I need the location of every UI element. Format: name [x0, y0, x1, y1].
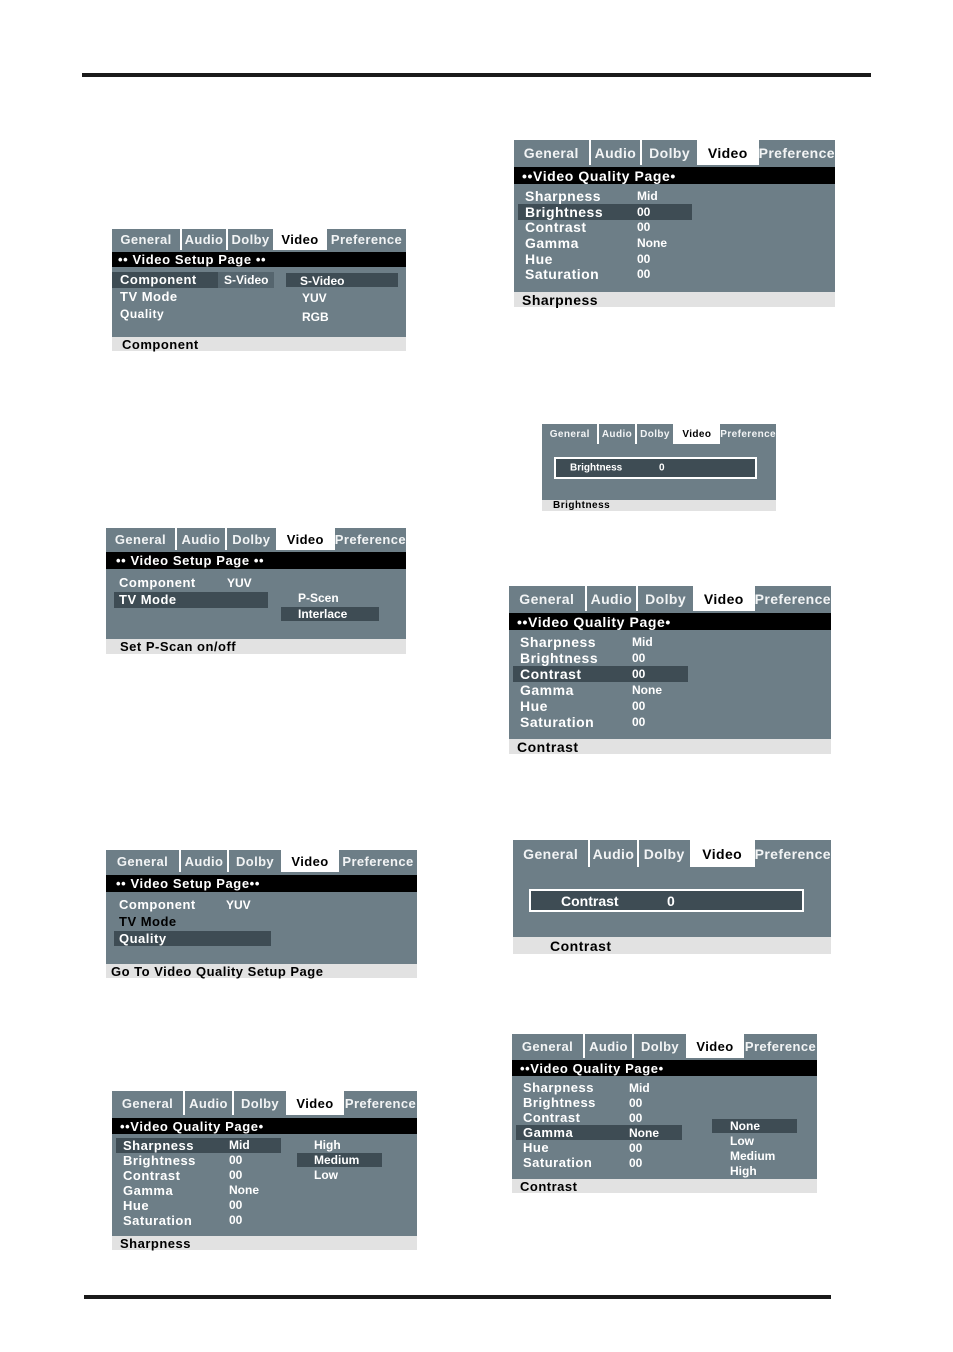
- tab-preference[interactable]: Preference: [759, 140, 835, 165]
- menu-item-quality[interactable]: Quality: [119, 931, 167, 946]
- tab-audio[interactable]: Audio: [590, 840, 636, 867]
- tab-preference[interactable]: Preference: [755, 586, 831, 611]
- tab-dolby[interactable]: Dolby: [234, 1091, 286, 1115]
- option-none[interactable]: None: [730, 1119, 760, 1133]
- page-title: •• Video Setup Page••: [106, 875, 417, 892]
- brightness-label: Brightness: [570, 462, 623, 474]
- option-yuv[interactable]: YUV: [302, 291, 327, 305]
- tab-general[interactable]: General: [112, 1091, 183, 1115]
- osd-video-quality-brightness: [514, 140, 835, 307]
- contrast-level: 0: [667, 892, 675, 909]
- contrast-value: 00: [229, 1168, 243, 1182]
- page-title: ••Video Quality Page•: [112, 1118, 417, 1134]
- tab-preference[interactable]: Preference: [339, 850, 417, 872]
- menu-item-sharpness[interactable]: Sharpness: [523, 1080, 594, 1095]
- contrast-value: 00: [632, 667, 646, 681]
- page-title: ••Video Quality Page•: [514, 167, 835, 184]
- tab-audio[interactable]: Audio: [177, 528, 225, 550]
- menu-item-brightness[interactable]: Brightness: [520, 650, 599, 666]
- menu-item-saturation[interactable]: Saturation: [523, 1155, 593, 1170]
- brightness-value: 00: [629, 1096, 643, 1110]
- tab-dolby[interactable]: Dolby: [227, 528, 276, 550]
- osd-contrast-adjust: [513, 840, 831, 954]
- tab-general[interactable]: General: [509, 586, 585, 611]
- page-title: ••Video Quality Page•: [512, 1060, 817, 1076]
- option-s-video[interactable]: S-Video: [300, 274, 345, 288]
- menu-item-saturation[interactable]: Saturation: [520, 714, 595, 730]
- status-bar: Sharpness: [514, 292, 835, 307]
- brightness-value: 00: [632, 651, 646, 665]
- component-value: YUV: [226, 898, 251, 912]
- tab-audio[interactable]: Audio: [585, 1034, 632, 1058]
- menu-item-gamma[interactable]: Gamma: [525, 235, 579, 251]
- tab-general[interactable]: General: [106, 850, 179, 872]
- tab-video[interactable]: Video: [699, 140, 757, 165]
- status-bar: Component: [112, 337, 406, 351]
- tab-preference[interactable]: Preference: [344, 1091, 417, 1115]
- menu-item-tv-mode[interactable]: TV Mode: [120, 289, 178, 304]
- saturation-value: 00: [637, 267, 651, 281]
- status-bar: Contrast: [509, 739, 831, 754]
- tab-general[interactable]: General: [514, 140, 589, 165]
- tab-general[interactable]: General: [512, 1034, 583, 1058]
- status-bar: Brightness: [542, 500, 776, 511]
- tab-dolby[interactable]: Dolby: [637, 424, 674, 444]
- tab-audio[interactable]: Audio: [185, 1091, 232, 1115]
- gamma-value: None: [229, 1183, 259, 1197]
- component-value: S-Video: [224, 273, 269, 287]
- osd-video-quality-gamma-options: [512, 1034, 817, 1193]
- menu-item-sharpness[interactable]: Sharpness: [520, 634, 597, 650]
- menu-item-tv-mode[interactable]: TV Mode: [119, 914, 177, 929]
- menu-item-sharpness[interactable]: Sharpness: [123, 1138, 194, 1153]
- tab-dolby[interactable]: Dolby: [638, 586, 693, 611]
- tab-preference[interactable]: Preference: [720, 424, 776, 444]
- option-medium[interactable]: Medium: [314, 1153, 360, 1167]
- option-rgb[interactable]: RGB: [302, 310, 329, 324]
- option-high[interactable]: High: [730, 1164, 757, 1178]
- hue-value: 00: [632, 699, 646, 713]
- tab-video[interactable]: Video: [688, 1034, 742, 1058]
- menu-item-component[interactable]: Component: [120, 272, 197, 287]
- brightness-value: 00: [229, 1153, 243, 1167]
- tab-preference[interactable]: Preference: [335, 528, 406, 550]
- tab-video[interactable]: Video: [275, 229, 325, 250]
- tab-audio[interactable]: Audio: [599, 424, 634, 444]
- tab-preference[interactable]: Preference: [327, 229, 406, 250]
- option-p-scan[interactable]: P-Scen: [298, 591, 339, 605]
- sharpness-value: Mid: [632, 635, 653, 649]
- status-bar: Set P-Scan on/off: [106, 639, 406, 654]
- menu-item-contrast[interactable]: Contrast: [523, 1110, 581, 1125]
- menu-item-contrast[interactable]: Contrast: [520, 666, 582, 682]
- status-bar: Contrast: [512, 1179, 817, 1193]
- option-interlace[interactable]: Interlace: [298, 607, 348, 621]
- hue-value: 00: [637, 252, 651, 266]
- menu-item-hue[interactable]: Hue: [123, 1198, 150, 1213]
- menu-item-component[interactable]: Component: [119, 897, 196, 912]
- tab-video[interactable]: Video: [283, 850, 337, 872]
- tab-preference[interactable]: Preference: [755, 840, 831, 867]
- page-title: ••Video Quality Page•: [509, 613, 831, 630]
- osd-video-setup-component: [112, 229, 406, 351]
- menu-item-hue[interactable]: Hue: [520, 698, 548, 714]
- tab-dolby[interactable]: Dolby: [634, 1034, 686, 1058]
- contrast-adjust-box[interactable]: [529, 889, 804, 912]
- saturation-value: 00: [229, 1213, 243, 1227]
- contrast-value: 00: [629, 1111, 643, 1125]
- hue-value: 00: [629, 1141, 643, 1155]
- option-low[interactable]: Low: [730, 1134, 754, 1148]
- tab-video[interactable]: Video: [692, 840, 753, 867]
- menu-item-saturation[interactable]: Saturation: [525, 266, 600, 282]
- tab-video[interactable]: Video: [278, 528, 333, 550]
- contrast-label: Contrast: [561, 892, 619, 909]
- page-title: •• Video Setup Page ••: [106, 552, 406, 569]
- page-title: •• Video Setup Page ••: [112, 252, 406, 267]
- tab-dolby[interactable]: Dolby: [228, 229, 273, 250]
- bottom-rule: [84, 1295, 831, 1299]
- tab-general[interactable]: General: [542, 424, 597, 444]
- option-medium[interactable]: Medium: [730, 1149, 776, 1163]
- menu-item-brightness[interactable]: Brightness: [123, 1153, 196, 1168]
- tab-dolby[interactable]: Dolby: [229, 850, 281, 872]
- tab-video[interactable]: Video: [695, 586, 753, 611]
- saturation-value: 00: [629, 1156, 643, 1170]
- top-rule: [82, 73, 871, 77]
- gamma-value: None: [637, 236, 667, 250]
- menu-item-gamma[interactable]: Gamma: [523, 1125, 574, 1140]
- tab-video[interactable]: Video: [675, 424, 718, 444]
- menu-item-hue[interactable]: Hue: [525, 251, 553, 267]
- tab-preference[interactable]: Preference: [744, 1034, 817, 1058]
- menu-item-gamma[interactable]: Gamma: [520, 682, 574, 698]
- tab-dolby[interactable]: Dolby: [639, 840, 690, 867]
- tab-audio[interactable]: Audio: [587, 586, 637, 611]
- contrast-value: 00: [637, 220, 651, 234]
- status-bar: Sharpness: [112, 1236, 417, 1250]
- osd-video-quality-contrast: [509, 586, 831, 754]
- menu-item-contrast[interactable]: Contrast: [123, 1168, 181, 1183]
- osd-brightness-adjust: [542, 424, 776, 511]
- menu-item-component[interactable]: Component: [119, 575, 196, 590]
- tab-dolby[interactable]: Dolby: [642, 140, 697, 165]
- osd-video-setup-tv-mode: [106, 528, 406, 654]
- saturation-value: 00: [632, 715, 646, 729]
- tab-general[interactable]: General: [112, 229, 180, 250]
- brightness-adjust-box[interactable]: [554, 457, 757, 479]
- component-value: YUV: [227, 576, 252, 590]
- menu-item-saturation[interactable]: Saturation: [123, 1213, 193, 1228]
- sharpness-value: Mid: [637, 189, 658, 203]
- tab-video[interactable]: Video: [288, 1091, 342, 1115]
- gamma-value: None: [632, 683, 662, 697]
- menu-item-brightness[interactable]: Brightness: [525, 204, 604, 220]
- osd-video-setup-quality: [106, 850, 417, 978]
- tab-audio[interactable]: Audio: [181, 850, 227, 872]
- hue-value: 00: [229, 1198, 243, 1212]
- menu-item-hue[interactable]: Hue: [523, 1140, 550, 1155]
- option-high[interactable]: High: [314, 1138, 341, 1152]
- tab-audio[interactable]: Audio: [182, 229, 226, 250]
- menu-item-sharpness[interactable]: Sharpness: [525, 188, 602, 204]
- menu-item-quality[interactable]: Quality: [120, 307, 165, 321]
- sharpness-value: Mid: [629, 1081, 650, 1095]
- menu-item-brightness[interactable]: Brightness: [523, 1095, 596, 1110]
- brightness-level: 0: [659, 462, 665, 474]
- tab-general[interactable]: General: [106, 528, 175, 550]
- brightness-value: 00: [637, 205, 651, 219]
- status-bar: Contrast: [513, 937, 831, 954]
- osd-video-quality-sharpness-options: [112, 1091, 417, 1250]
- sharpness-value: Mid: [229, 1138, 250, 1152]
- gamma-value: None: [629, 1126, 659, 1140]
- menu-item-contrast[interactable]: Contrast: [525, 219, 587, 235]
- status-bar: Go To Video Quality Setup Page: [106, 964, 417, 978]
- tab-audio[interactable]: Audio: [591, 140, 641, 165]
- tab-general[interactable]: General: [513, 840, 588, 867]
- option-low[interactable]: Low: [314, 1168, 338, 1182]
- menu-item-gamma[interactable]: Gamma: [123, 1183, 174, 1198]
- menu-item-tv-mode[interactable]: TV Mode: [119, 592, 177, 607]
